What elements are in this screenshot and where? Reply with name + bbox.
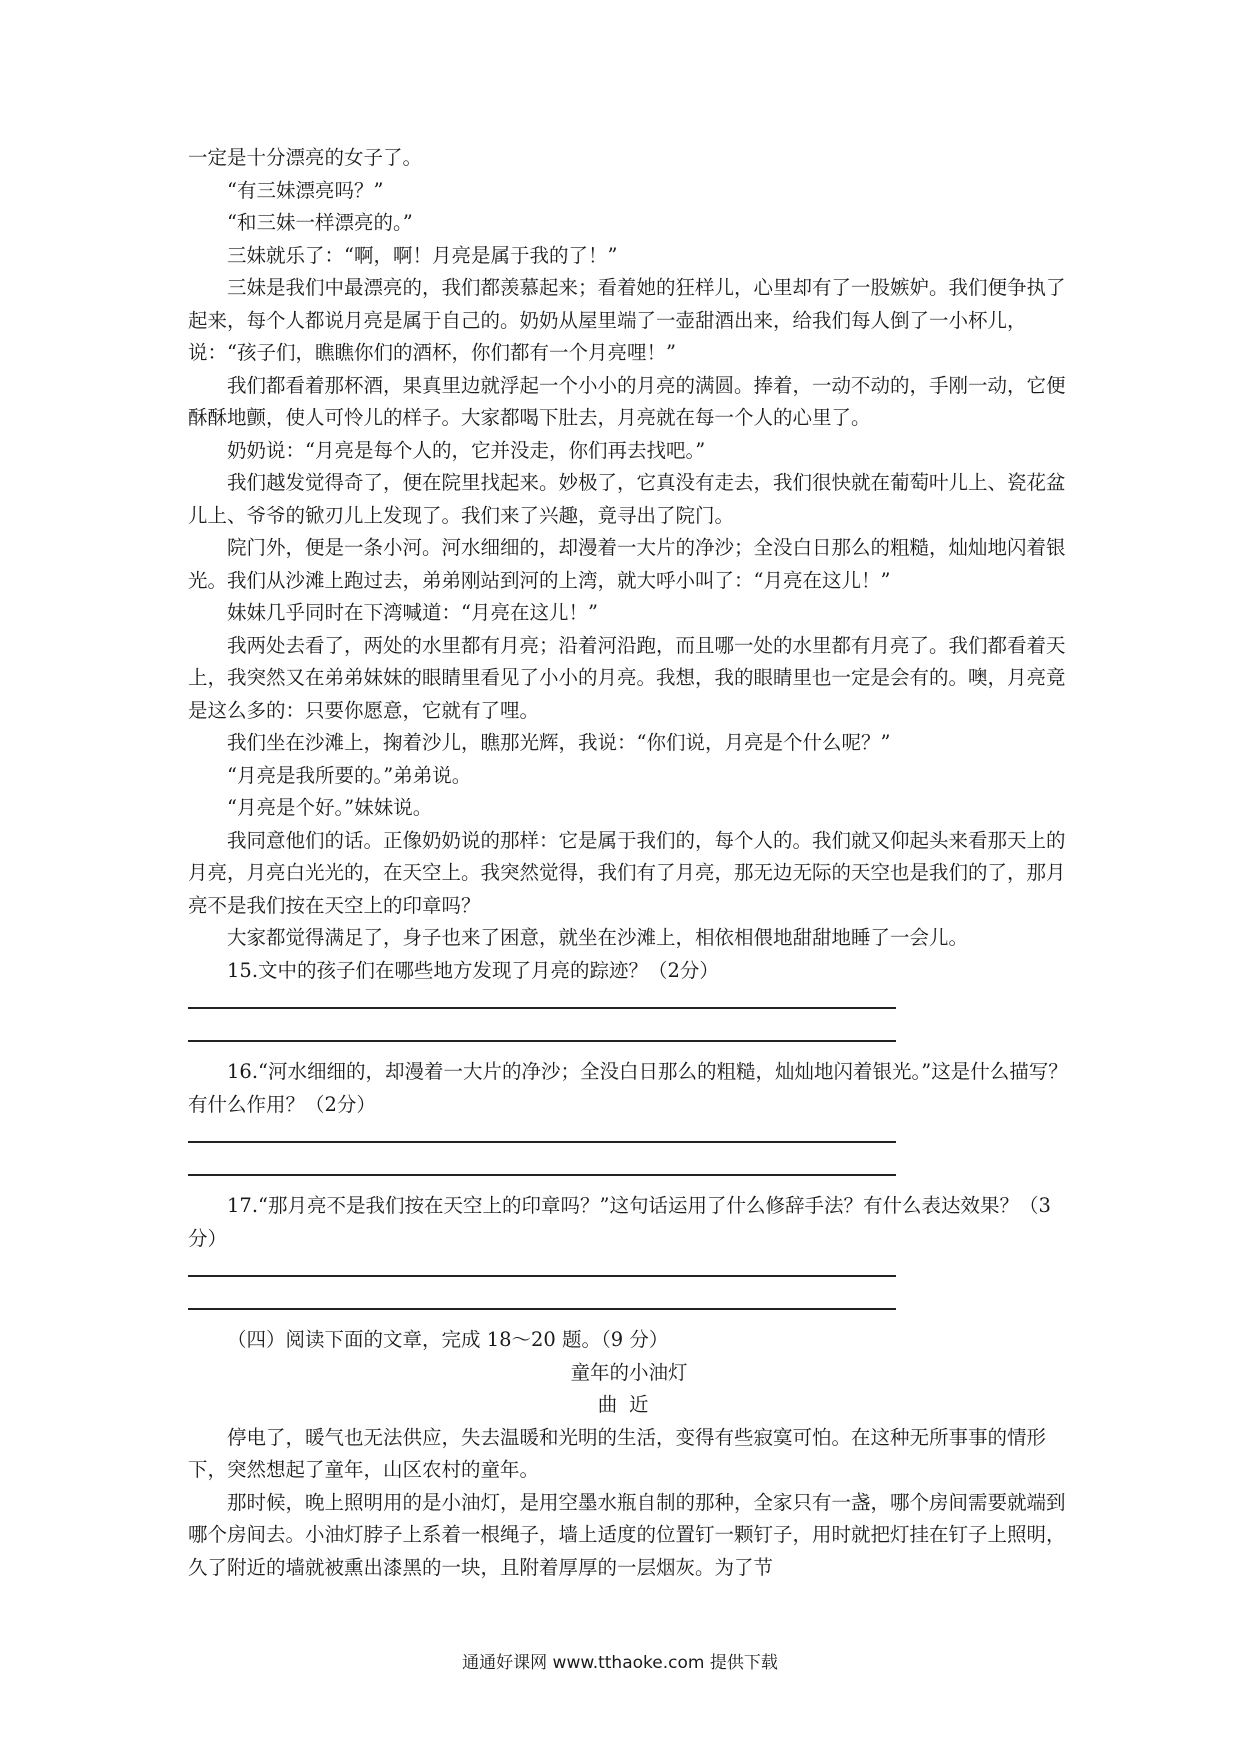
page-footer: 通通好课网 www.tthaoke.com 提供下载 — [462, 1653, 778, 1673]
passage-paragraph: 我们都看着那杯酒，果真里边就浮起一个小小的月亮的满圆。捧着，一动不动的，手刚一动，它便酥酥地颤，使人可怜儿的样子。大家都喝下肚去，月亮就在每一个人的心里了。 — [188, 373, 1066, 429]
passage-paragraph: 我们坐在沙滩上，掬着沙儿，瞧那光辉，我说：“你们说，月亮是个什么呢？” — [227, 731, 891, 754]
answer-area-17[interactable] — [188, 1255, 1070, 1310]
passage-paragraph: 大家都觉得满足了，身子也来了困意，就坐在沙滩上，相依相偎地甜甜地睡了一会儿。 — [227, 926, 969, 949]
passage-paragraph: “有三妹漂亮吗？” — [227, 178, 384, 202]
passage-paragraph: 三妹就乐了：“啊，啊！月亮是属于我的了！” — [227, 243, 618, 267]
passage-paragraph: 三妹是我们中最漂亮的，我们都羡慕起来；看着她的狂样儿，心里却有了一股嫉妒。我们便争执了起来，每个人都说月亮是属于自己的。奶奶从屋里端了一壶甜酒出来，给我们每人倒了一小杯儿，说：“孩子们，瞧瞧你们的酒杯，你们都有一个月亮哩！” — [188, 276, 1066, 364]
question-16: 16.“河水细细的，却漫着一大片的净沙；全没白日那么的粗糙，灿灿地闪着银光。”这是什么描写？有什么作用？（2分） — [188, 1060, 1068, 1116]
passage-paragraph: 奶奶说：“月亮是每个人的，它并没走，你们再去找吧。” — [227, 438, 706, 462]
passage-paragraph: “月亮是个好。”妹妹说。 — [227, 796, 433, 819]
question-15: 15.文中的孩子们在哪些地方发现了月亮的踪迹？（2分） — [227, 958, 719, 982]
article-title: 童年的小油灯 — [570, 1360, 688, 1384]
answer-line[interactable] — [188, 1174, 896, 1176]
passage-paragraph: “月亮是我所要的。”弟弟说。 — [227, 763, 472, 787]
passage-paragraph: 我两处去看了，两处的水里都有月亮；沿着河沿跑，而且哪一处的水里都有月亮了。我们都看着天上，我突然又在弟弟妹妹的眼睛里看见了小小的月亮。我想，我的眼睛里也一定是会有的。噢，月亮竟是这么多的：只要你愿意，它就有了哩。 — [188, 633, 1066, 722]
article-paragraph: 停电了，暖气也无法供应，失去温暖和光明的生活，变得有些寂寞可怕。在这种无所事事的情形下，突然想起了童年，山区农村的童年。 — [188, 1425, 1047, 1481]
section-four-instruction: （四）阅读下面的文章，完成 18～20 题。（9 分） — [227, 1328, 669, 1351]
answer-line[interactable] — [188, 1308, 896, 1310]
article-paragraph: 那时候，晚上照明用的是小油灯，是用空墨水瓶自制的那种，全家只有一盏，哪个房间需要就端到哪个房间去。小油灯脖子上系着一根绳子，墙上适度的位置钉一颗钉子，用时就把灯挂在钉子上照明，久了附近的墙就被熏出漆黑的一块，且附着厚厚的一层烟灰。为了节 — [188, 1490, 1066, 1579]
passage-paragraph: 我同意他们的话。正像奶奶说的那样：它是属于我们的，每个人的。我们就又仰起头来看那天上的月亮，月亮白光光的，在天空上。我突然觉得，我们有了月亮，那无边无际的天空也是我们的了，那月亮不是我们按在天空上的印章吗？ — [188, 828, 1066, 917]
article-author: 曲近 — [597, 1393, 661, 1416]
answer-area-15[interactable] — [188, 987, 1070, 1042]
passage-paragraph: 我们越发觉得奇了，便在院里找起来。妙极了，它真没有走去，我们很快就在葡萄叶儿上、瓷花盆儿上、爷爷的锨刃儿上发现了。我们来了兴趣，竟寻出了院门。 — [188, 471, 1066, 527]
passage-paragraph: 妹妹几乎同时在下湾喊道：“月亮在这儿！” — [227, 601, 598, 624]
page-content — [188, 142, 1070, 1584]
answer-area-16[interactable] — [188, 1121, 1070, 1176]
answer-line[interactable] — [188, 1007, 896, 1009]
answer-line[interactable] — [188, 1040, 896, 1042]
question-17: 17.“那月亮不是我们按在天空上的印章吗？”这句话运用了什么修辞手法？有什么表达效果？（3分） — [188, 1194, 1051, 1250]
passage-paragraph: “和三妹一样漂亮的。” — [227, 211, 413, 234]
passage-paragraph: 院门外，便是一条小河。河水细细的，却漫着一大片的净沙；全没白日那么的粗糙，灿灿地闪着银光。我们从沙滩上跑过去，弟弟刚站到河的上湾，就大呼小叫了：“月亮在这儿！” — [188, 536, 1066, 592]
answer-line[interactable] — [188, 1275, 896, 1277]
answer-line[interactable] — [188, 1141, 896, 1143]
passage-paragraph: 一定是十分漂亮的女子了。 — [188, 146, 423, 169]
